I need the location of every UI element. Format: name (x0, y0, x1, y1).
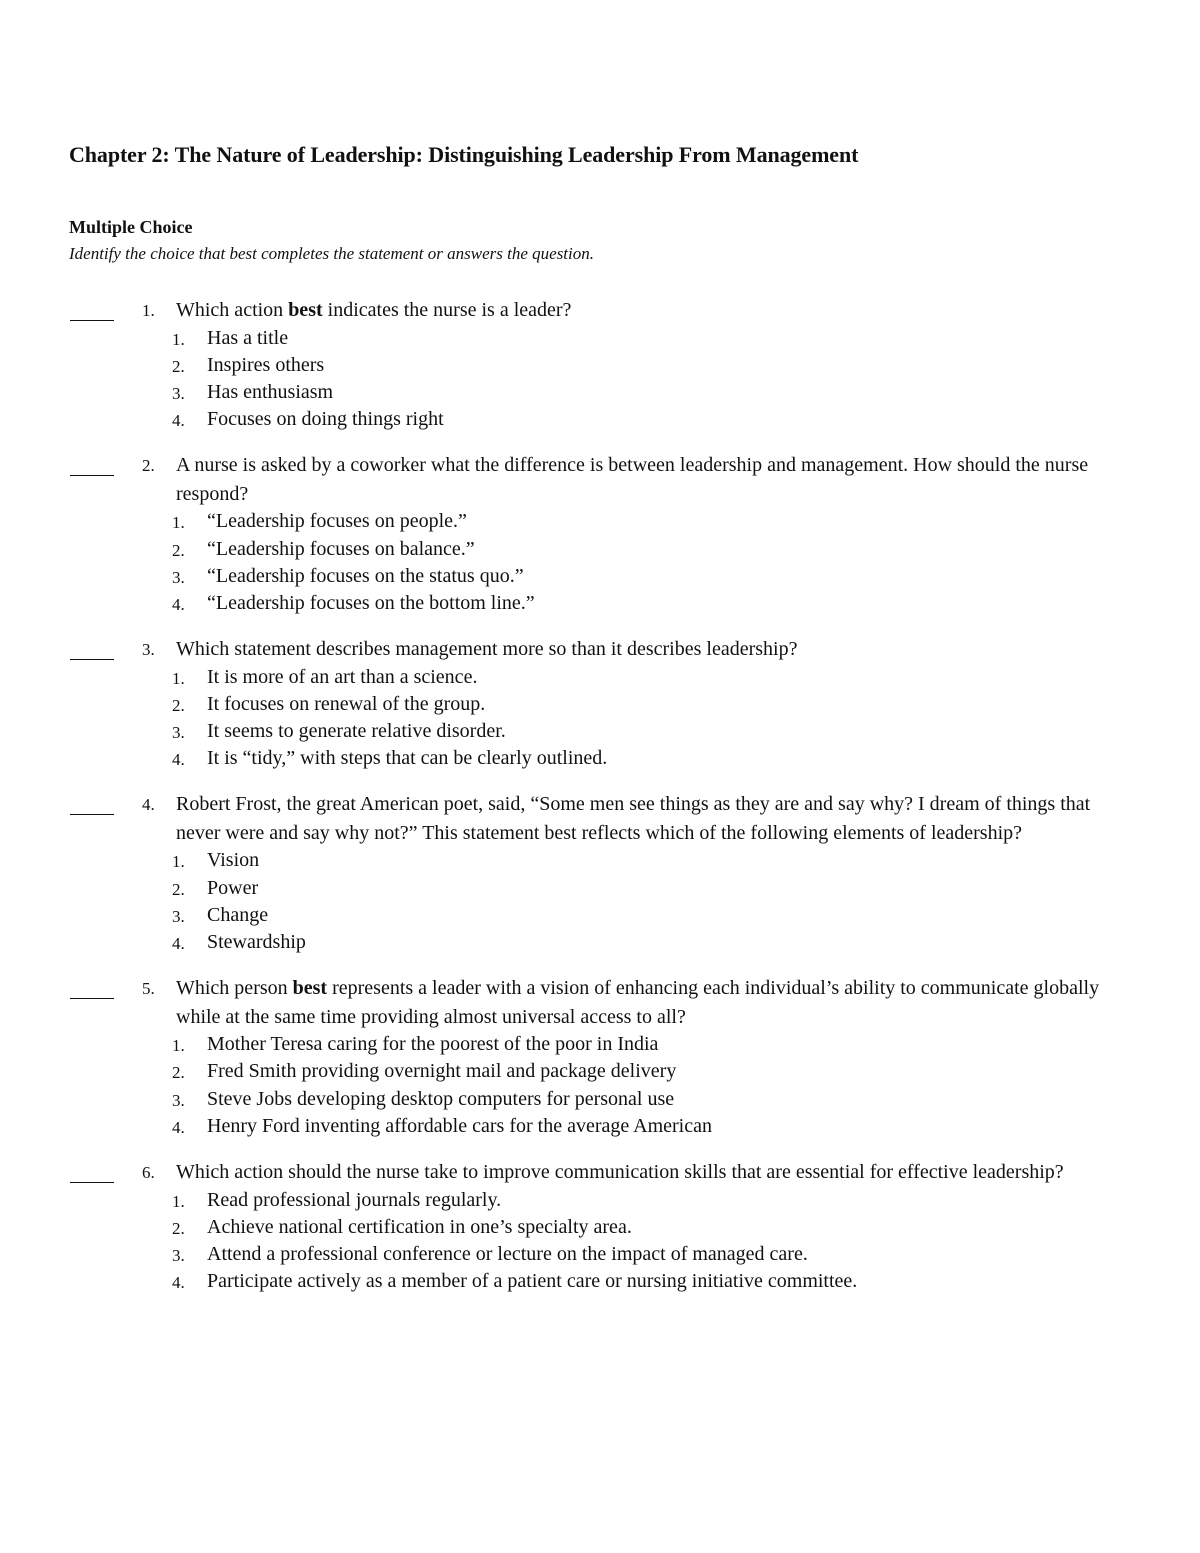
option-item (172, 1268, 1200, 1295)
option-number: 4. (172, 934, 185, 954)
question-stem (176, 974, 1136, 1031)
option-text: Stewardship (207, 931, 306, 954)
option-item (172, 536, 1200, 563)
option-item (172, 847, 1200, 874)
option-number: 2. (172, 356, 185, 376)
option-number: 4. (172, 594, 185, 614)
question-5 (0, 974, 1200, 1140)
option-item (172, 508, 1200, 535)
option-text: Fred Smith providing overnight mail and package delivery (207, 1060, 677, 1083)
option-text: Achieve national certification in one’s specialty area. (207, 1215, 632, 1238)
question-number: 2. (142, 456, 155, 476)
option-text: “Leadership focuses on people.” (207, 510, 467, 533)
option-list (0, 508, 1200, 617)
option-text: It is more of an art than a science. (207, 665, 478, 688)
option-text: Vision (207, 849, 260, 872)
option-list (0, 1187, 1200, 1296)
option-item (172, 379, 1200, 406)
option-item (172, 406, 1200, 433)
option-list (0, 325, 1200, 434)
stem-text: Which action should the nurse take to improve communication skills that are essential for effective leadership? (176, 1161, 1064, 1184)
option-item (172, 1187, 1200, 1214)
answer-blank (70, 974, 114, 999)
option-number: 3. (172, 1090, 185, 1110)
option-number: 1. (172, 329, 185, 349)
question-2 (0, 451, 1200, 617)
option-number: 2. (172, 1218, 185, 1238)
option-number: 2. (172, 879, 185, 899)
option-number: 3. (172, 383, 185, 403)
option-item (172, 352, 1200, 379)
option-text: Read professional journals regularly. (207, 1188, 502, 1211)
option-text: It seems to generate relative disorder. (207, 720, 506, 743)
option-text: It focuses on renewal of the group. (207, 692, 486, 715)
stem-emphasis: best (288, 299, 323, 321)
option-number: 3. (172, 567, 185, 587)
option-item (172, 902, 1200, 929)
option-text: Henry Ford inventing affordable cars for the average American (207, 1114, 712, 1137)
option-text: Participate actively as a member of a patient care or nursing initiative committee. (207, 1270, 858, 1293)
answer-blank (70, 296, 114, 321)
option-item (172, 325, 1200, 352)
option-number: 1. (172, 1191, 185, 1211)
option-item (172, 1214, 1200, 1241)
option-number: 1. (172, 668, 185, 688)
option-text: Inspires others (207, 353, 325, 376)
option-item (172, 718, 1200, 745)
option-list (0, 664, 1200, 773)
option-number: 3. (172, 906, 185, 926)
option-number: 3. (172, 1245, 185, 1265)
question-stem (176, 451, 1136, 508)
stem-text: indicates the nurse is a leader? (322, 299, 572, 321)
option-item (172, 1086, 1200, 1113)
stem-text: Which statement describes management more so than it describes leadership? (176, 638, 798, 661)
answer-blank (70, 1158, 114, 1183)
answer-blank (70, 790, 114, 815)
stem-text: Which person (176, 977, 293, 1000)
option-item (172, 1113, 1200, 1140)
section-heading: Multiple Choice (69, 217, 193, 237)
option-text: “Leadership focuses on balance.” (207, 537, 475, 560)
question-4 (0, 790, 1200, 956)
option-number: 3. (172, 723, 185, 743)
question-number: 6. (142, 1163, 155, 1183)
option-item (172, 563, 1200, 590)
option-number: 1. (172, 1036, 185, 1056)
stem-text: represents a leader with a vision of enhancing each individual’s ability to communicate globally while at the same time providing almost universal access to all? (176, 977, 1100, 1028)
option-item (172, 1031, 1200, 1058)
option-number: 4. (172, 750, 185, 770)
option-item (172, 664, 1200, 691)
question-number: 5. (142, 979, 155, 999)
question-stem (176, 296, 1136, 325)
question-number: 3. (142, 640, 155, 660)
option-list (0, 1031, 1200, 1140)
question-list (0, 296, 1200, 1313)
option-number: 4. (172, 411, 185, 431)
chapter-title: Chapter 2: The Nature of Leadership: Distinguishing Leadership From Management (69, 142, 859, 167)
option-list (0, 847, 1200, 956)
option-text: Has a title (207, 326, 289, 349)
option-text: Attend a professional conference or lecture on the impact of managed care. (207, 1242, 808, 1265)
answer-blank (70, 635, 114, 660)
question-number: 1. (142, 301, 155, 320)
option-text: Has enthusiasm (207, 380, 334, 403)
option-number: 2. (172, 1063, 185, 1083)
option-number: 4. (172, 1117, 185, 1137)
option-text: Power (207, 876, 259, 899)
stem-text: A nurse is asked by a coworker what the difference is between leadership and management. How should the nurse respond? (176, 454, 1089, 505)
question-stem (176, 790, 1136, 847)
question-3 (0, 635, 1200, 772)
question-1 (0, 296, 1200, 433)
option-text: Mother Teresa caring for the poorest of the poor in India (207, 1033, 659, 1056)
option-item (172, 590, 1200, 617)
option-number: 1. (172, 513, 185, 533)
option-item (172, 745, 1200, 772)
option-item (172, 1241, 1200, 1268)
question-stem (176, 635, 1136, 664)
option-item (172, 929, 1200, 956)
option-item (172, 875, 1200, 902)
option-text: “Leadership focuses on the bottom line.” (207, 591, 535, 614)
option-text: Change (207, 903, 269, 926)
answer-blank (70, 451, 114, 476)
option-item (172, 1058, 1200, 1085)
option-text: “Leadership focuses on the status quo.” (207, 564, 524, 587)
option-text: It is “tidy,” with steps that can be clearly outlined. (207, 747, 608, 770)
option-number: 1. (172, 852, 185, 872)
option-text: Steve Jobs developing desktop computers for personal use (207, 1087, 675, 1110)
option-item (172, 691, 1200, 718)
option-text: Focuses on doing things right (207, 408, 444, 431)
stem-text: Which action (176, 299, 289, 321)
section-instructions: Identify the choice that best completes the statement or answers the question. (69, 244, 594, 263)
option-number: 4. (172, 1273, 185, 1293)
question-stem (176, 1158, 1136, 1187)
stem-text: Robert Frost, the great American poet, said, “Some men see things as they are and say why? I dream of things that never were and say why not?” This statement best reflects which of the following elements of leadership? (176, 793, 1091, 844)
option-number: 2. (172, 540, 185, 560)
option-number: 2. (172, 695, 185, 715)
stem-emphasis: best (292, 977, 328, 1000)
question-number: 4. (142, 795, 155, 815)
question-6 (0, 1158, 1200, 1295)
